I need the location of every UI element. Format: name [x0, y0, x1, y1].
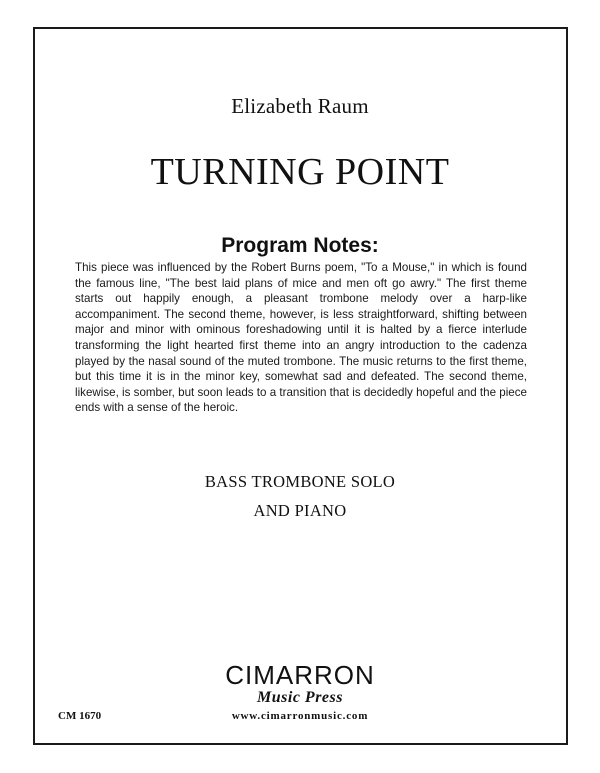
program-notes-heading: Program Notes:: [221, 234, 379, 257]
piece-title: TURNING POINT: [150, 151, 450, 193]
publisher-url: www.cimarronmusic.com: [231, 710, 369, 722]
publisher-logo-name: CIMARRON: [225, 660, 375, 690]
instrumentation-line-2: AND PIANO: [253, 501, 347, 520]
instrumentation-line-1: BASS TROMBONE SOLO: [204, 472, 396, 491]
publisher-logo-subtitle: Music Press: [257, 689, 343, 706]
instrumentation: [0, 467, 600, 525]
catalog-number: CM 1670: [58, 710, 102, 722]
composer-name: Elizabeth Raum: [231, 94, 369, 118]
program-notes-body: This piece was influenced by the Robert Burns poem, "To a Mouse," in which is found the famous line, "The best laid plans of mice and men oft go awry." The first theme starts out happily enough, a pleasant trombone melody over a harp-like accompaniment. The second theme, however, is less straightforward, shifting between major and minor with ominous foreshadowing until it is halted by a fierce interlude transforming the light hearted first theme into an angry introduction to the cadenza played by the nasal sound of the muted trombone. The music returns to the first theme, but this time it is in the minor key, somewhat sad and defeated. The second theme, likewise, is somber, but soon leads to a transition that is decidedly hopeful and the piece ends with a sense of the heroic.: [75, 261, 527, 415]
